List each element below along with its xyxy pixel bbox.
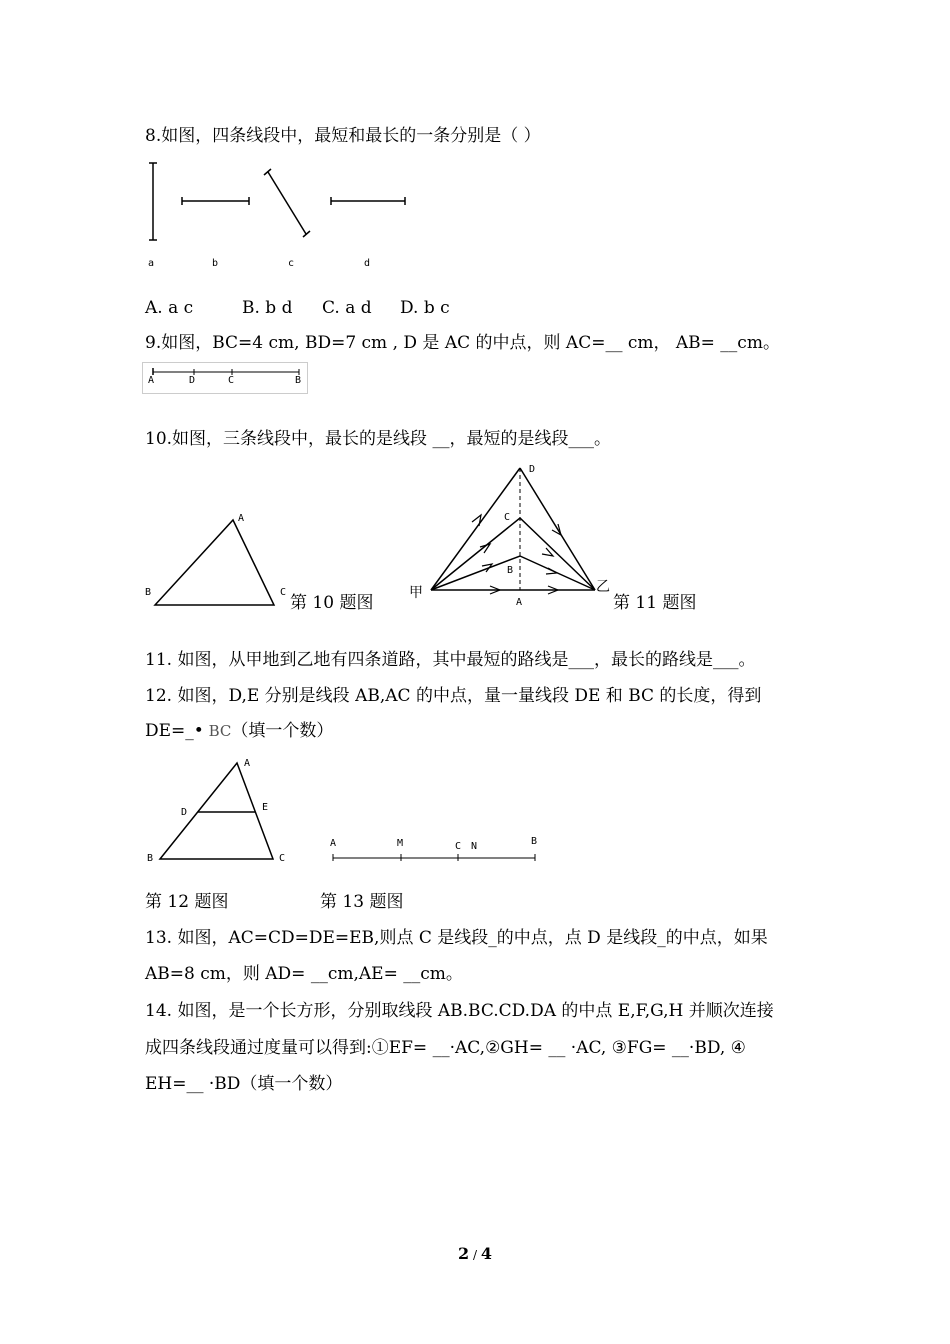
q13-line2: AB=8 cm，则 AD= __cm,AE= __cm。 [145,964,463,984]
q13-label-c: C [455,841,462,852]
q9-question: 9.如图，BC=4 cm, BD=7 cm , D 是 AC 的中点，则 AC=__ cm， AB= __cm。 [145,333,780,353]
q9-label-b: B [295,375,302,386]
q10-label-b: B [145,587,152,598]
q13-figure [330,850,540,864]
q11-figure [420,460,620,600]
q10-figure [150,510,290,610]
q13-caption: 第 13 题图 [320,892,404,912]
q9-label-d: D [189,375,196,386]
q9-label-c: C [228,375,235,386]
q8-label-c: c [288,258,295,269]
q13-label-m: M [397,838,404,849]
q9-label-a: A [148,375,155,386]
page-separator: / [469,1248,481,1262]
q11-label-start: 甲 [409,585,423,601]
q12-bc: BC [203,722,232,740]
q12-label-a: A [244,758,251,769]
q10-label-a: A [238,513,245,524]
q12-line1: 12. 如图，D,E 分别是线段 AB,AC 的中点，量一量线段 DE 和 BC 的长度，得到 [145,686,762,706]
q10-label-c: C [280,587,287,598]
page-footer [0,1244,950,1263]
q13-line1: 13. 如图，AC=CD=DE=EB,则点 C 是线段_的中点，点 D 是线段_的中点，如果 [145,928,768,948]
q8-option-b: B. b d [242,298,293,318]
q11-label-c: C [504,512,511,523]
q14-line2: 成四条线段通过度量可以得到:①EF= __·AC,②GH= __ ·AC, ③FG= __·BD, ④ [145,1038,746,1058]
q12-label-e: E [262,802,269,813]
q8-option-d: D. b c [400,298,450,318]
q8-label-a: a [148,258,155,269]
q14-line1: 14. 如图，是一个长方形，分别取线段 AB.BC.CD.DA 的中点 E,F,G,H 并顺次连接 [145,1001,774,1021]
q12-figure [150,755,290,865]
q12-label-d: D [181,807,188,818]
page-number: 2 [458,1244,470,1263]
q12-line2-start: DE=_ [145,721,194,741]
q9-figure [142,362,312,398]
q12-label-c: C [279,853,286,864]
q8-label-d: d [364,258,371,269]
q8-option-c: C. a d [322,298,372,318]
q11-label-end: 乙 [596,579,610,595]
q11-label-a: A [516,597,523,608]
q12-caption: 第 12 题图 [145,892,229,912]
q8-question: 8.如图，四条线段中，最短和最长的一条分别是（ ） [145,126,541,146]
q13-label-a: A [330,838,337,849]
q11-question: 11. 如图，从甲地到乙地有四条道路，其中最短的路线是___，最长的路线是___。 [145,650,756,670]
q13-label-n: N [471,841,478,852]
q11-label-d: D [529,464,536,475]
q10-question: 10.如图，三条线段中，最长的是线段 __，最短的是线段___。 [145,429,611,449]
q8-figure [140,160,420,250]
q11-caption: 第 11 题图 [613,593,697,613]
page-total: 4 [480,1244,492,1263]
q12-line2 [145,721,333,741]
q14-line3: EH=__ ·BD（填一个数） [145,1074,343,1094]
q8-option-a: A. a c [145,298,194,318]
q10-caption: 第 10 题图 [290,593,374,613]
q12-label-b: B [147,853,154,864]
q11-label-b: B [507,565,514,576]
q12-line2-end: （填一个数） [231,721,334,741]
q13-label-b: B [531,836,538,847]
q12-bullet: • [193,721,204,741]
q8-label-b: b [212,258,219,269]
